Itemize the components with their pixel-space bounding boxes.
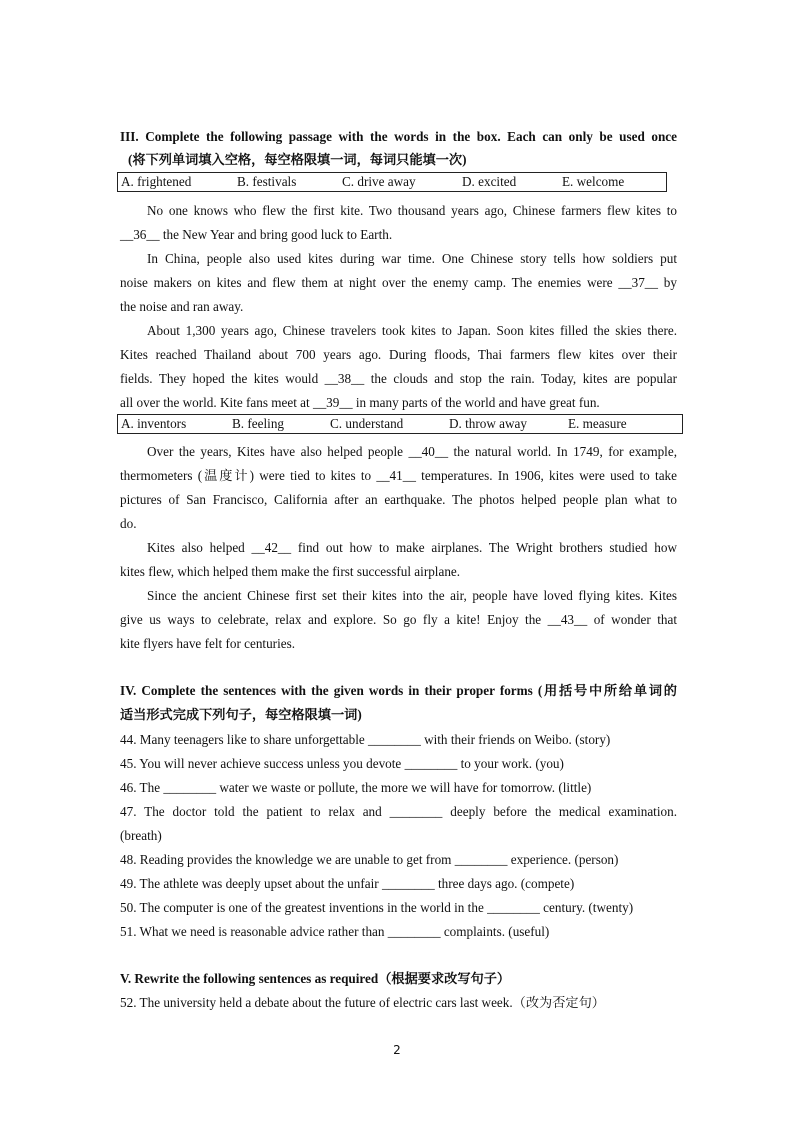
passage-line: all over the world. Kite fans meet at __39__ in many parts of the world and have great fun. (120, 395, 600, 410)
passage-line: the noise and ran away. (120, 299, 244, 314)
word-option: B. festivals (237, 174, 297, 189)
word-option: B. feeling (232, 416, 285, 431)
word-option: E. welcome (562, 174, 625, 189)
sentence-item: 49. The athlete was deeply upset about the unfair ________ three days ago. (compete) (120, 876, 575, 891)
section4-heading-cn: 适当形式完成下列句子，每空格限填一词) (120, 707, 362, 722)
passage-line: thermometers (温度计) were tied to kites to __41__ temperatures. In 1906, kites were used to take (120, 468, 677, 483)
word-option: C. drive away (342, 174, 416, 189)
sentence-item: (breath) (120, 828, 162, 843)
sentence-item: 47. The doctor told the patient to relax and ________ deeply before the medical examination. (120, 804, 677, 819)
passage-line: Kites reached Thailand about 700 years ago. During floods, Thai farmers flew kites over their (120, 347, 677, 362)
passage-line: No one knows who flew the first kite. Two thousand years ago, Chinese farmers flew kites to (147, 203, 677, 218)
sentence-item: 45. You will never achieve success unless you devote ________ to your work. (you) (120, 756, 564, 771)
passage-line: kites flew, which helped them make the first successful airplane. (120, 564, 461, 579)
passage-line: In China, people also used kites during war time. One Chinese story tells how soldiers put (147, 251, 677, 266)
sentence-item: 50. The computer is one of the greatest inventions in the world in the ________ century. (twenty) (120, 900, 634, 915)
section3-heading: III. Complete the following passage with the words in the box. Each can only be used once (120, 129, 677, 144)
passage-line: noise makers on kites and flew them at night over the enemy camp. The enemies were __37__ by (120, 275, 677, 290)
passage-line: do. (120, 516, 137, 531)
section3-heading-cn: (将下列单词填入空格，每空格限填一词，每词只能填一次) (128, 152, 467, 167)
word-box-1 (117, 172, 667, 192)
word-option: A. frightened (121, 174, 192, 189)
passage-line: __36__ the New Year and bring good luck to Earth. (120, 227, 393, 242)
passage-line: fields. They hoped the kites would __38__ the clouds and stop the rain. Today, kites are popular (120, 371, 677, 386)
word-option: E. measure (568, 416, 627, 431)
word-option: D. throw away (449, 416, 528, 431)
word-option: A. inventors (121, 416, 187, 431)
section4-heading: IV. Complete the sentences with the given words in their proper forms (用括号中所给单词的 (120, 683, 677, 698)
word-option: D. excited (462, 174, 517, 189)
passage-line: kite flyers have felt for centuries. (120, 636, 296, 651)
section5-heading: V. Rewrite the following sentences as required（根据要求改写句子） (120, 971, 511, 986)
word-option: C. understand (330, 416, 404, 431)
passage-line: Since the ancient Chinese first set their kites into the air, people have loved flying kites. Kites (147, 588, 677, 603)
page-number: 2 (393, 1043, 401, 1057)
word-box-2 (117, 414, 683, 434)
passage-line: Kites also helped __42__ find out how to make airplanes. The Wright brothers studied how (147, 540, 677, 555)
sentence-item: 48. Reading provides the knowledge we are unable to get from ________ experience. (person) (120, 852, 619, 867)
sentence-item: 52. The university held a debate about the future of electric cars last week.（改为否定句） (120, 995, 605, 1010)
sentence-item: 51. What we need is reasonable advice rather than ________ complaints. (useful) (120, 924, 550, 939)
sentence-item: 44. Many teenagers like to share unforgettable ________ with their friends on Weibo. (story) (120, 732, 611, 747)
passage-line: give us ways to celebrate, relax and explore. So go fly a kite! Enjoy the __43__ of wonder that (120, 612, 677, 627)
sentence-item: 46. The ________ water we waste or pollute, the more we will have for tomorrow. (little) (120, 780, 592, 795)
passage-line: pictures of San Francisco, California after an earthquake. The photos helped people plan what to (120, 492, 677, 507)
passage-line: Over the years, Kites have also helped people __40__ the natural world. In 1749, for example, (147, 444, 677, 459)
passage-line: About 1,300 years ago, Chinese travelers took kites to Japan. Soon kites filled the skies there. (147, 323, 677, 338)
